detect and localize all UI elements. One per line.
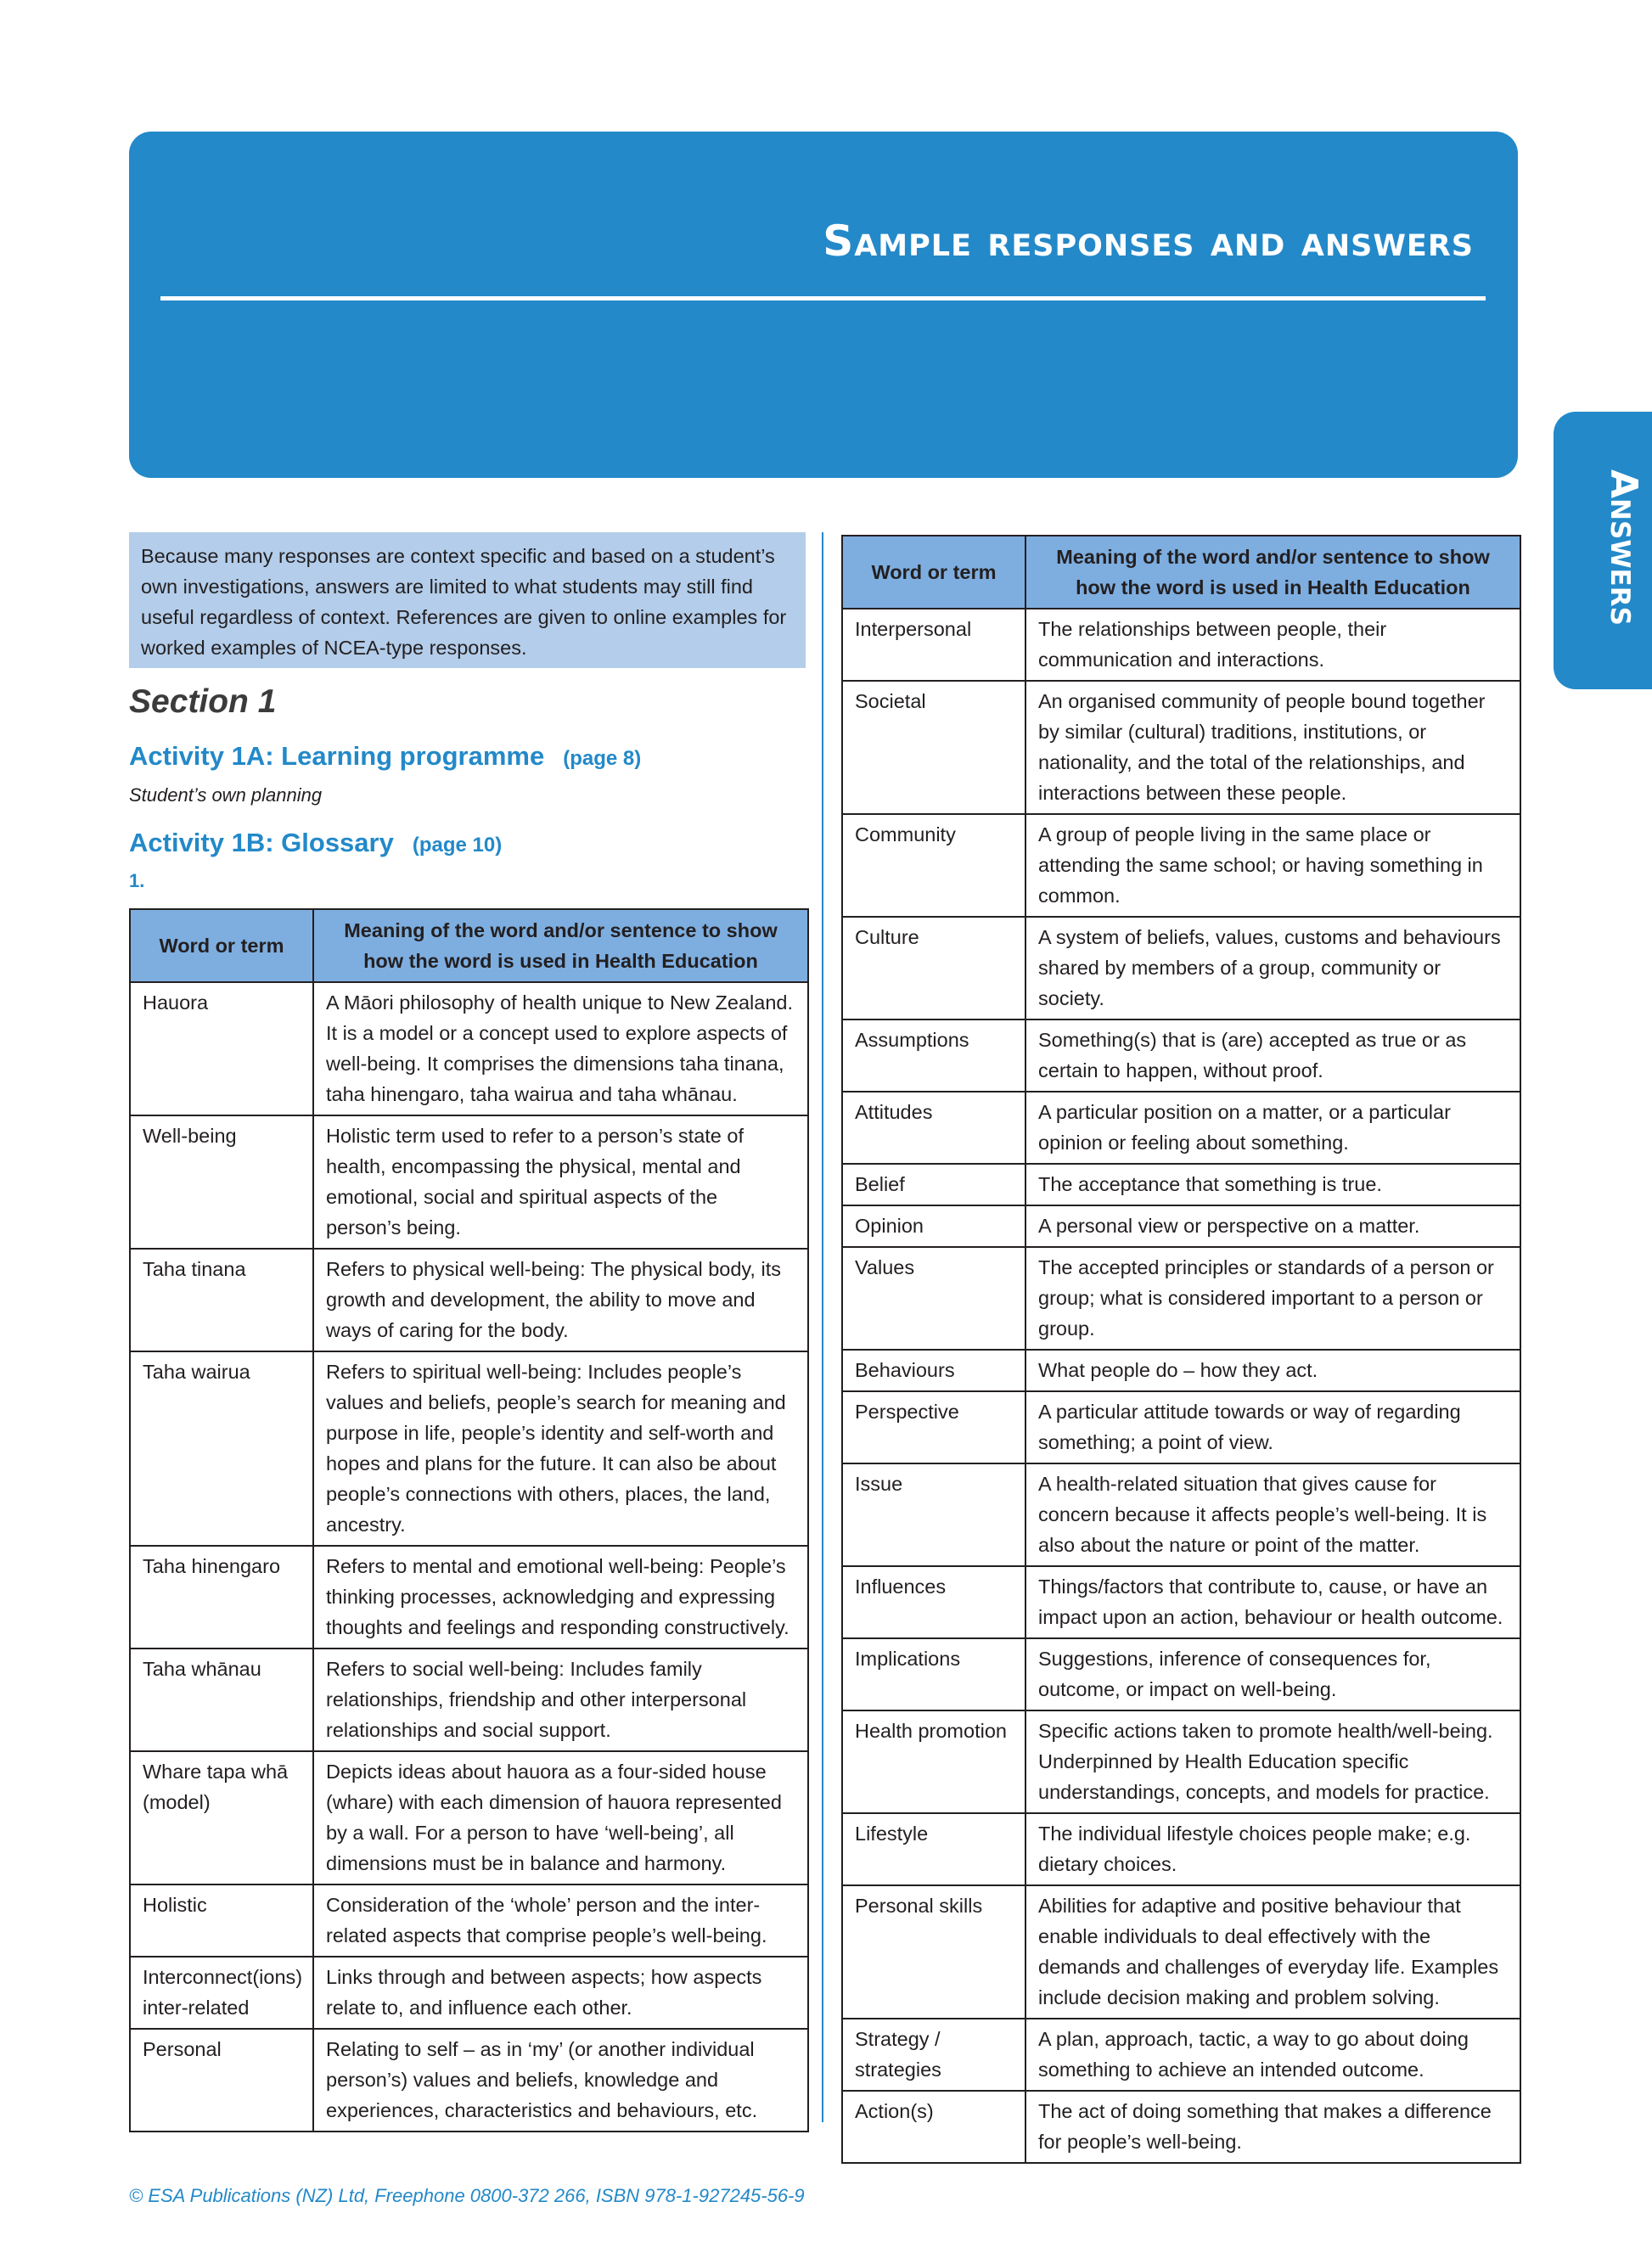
- meaning-cell: The relationships between people, their communication and interactions.: [1025, 609, 1520, 681]
- term-cell: Opinion: [842, 1205, 1025, 1247]
- title-banner: [129, 132, 1518, 478]
- meaning-cell: The acceptance that something is true.: [1025, 1164, 1520, 1205]
- title-rule: [160, 296, 1486, 301]
- column-divider: [822, 532, 823, 2122]
- table-row: [130, 1751, 808, 1884]
- meaning-cell: Abilities for adaptive and positive behaviour that enable individuals to deal effectively with the demands and challenges of everyday life. Examples include decision making and problem solving.: [1025, 1885, 1520, 2019]
- meaning-cell: The act of doing something that makes a difference for people’s well-being.: [1025, 2091, 1520, 2163]
- term-cell: Community: [842, 814, 1025, 917]
- term-cell: Implications: [842, 1638, 1025, 1710]
- activity-1b-heading: [129, 828, 502, 858]
- meaning-cell: A particular attitude towards or way of regarding something; a point of view.: [1025, 1391, 1520, 1463]
- term-cell: Perspective: [842, 1391, 1025, 1463]
- meaning-cell: Refers to spiritual well-being: Includes people’s values and beliefs, people’s search for meaning and purpose in life, people’s identity and self-worth and hopes and plans for the future. It can also be about people’s connections with others, places, the land, ancestry.: [313, 1351, 808, 1546]
- meaning-cell: Holistic term used to refer to a person’s state of health, encompassing the physical, mental and emotional, social and spiritual aspects of the person’s being.: [313, 1115, 808, 1249]
- activity-1b-page-ref: (page 10): [412, 834, 503, 857]
- table-row: [842, 1638, 1520, 1710]
- header-term: Word or term: [130, 909, 313, 982]
- meaning-cell: Relating to self – as in ‘my’ (or another individual person’s) values and beliefs, knowledge and experiences, characteristics and behaviours, etc.: [313, 2029, 808, 2132]
- meaning-cell: The accepted principles or standards of a person or group; what is considered important to a person or group.: [1025, 1247, 1520, 1350]
- activity-1b-title: Activity 1B: Glossary: [129, 828, 394, 857]
- table-row: [842, 1566, 1520, 1638]
- header-term: Word or term: [842, 536, 1025, 609]
- table-row: [130, 1649, 808, 1751]
- glossary-table-left: [129, 908, 809, 2132]
- table-row: [842, 1391, 1520, 1463]
- term-cell: Whare tapa whā (model): [130, 1751, 313, 1884]
- side-tab-label: Answers: [1602, 469, 1645, 626]
- term-cell: Personal skills: [842, 1885, 1025, 2019]
- table-row: [842, 1885, 1520, 2019]
- table-row: [130, 982, 808, 1115]
- term-cell: Interpersonal: [842, 609, 1025, 681]
- meaning-cell: Refers to physical well-being: The physical body, its growth and development, the ability to move and ways of caring for the body.: [313, 1249, 808, 1351]
- activity-1a-note: Student’s own planning: [129, 784, 323, 806]
- intro-note: Because many responses are context specific and based on a student’s own investigations, answers are limited to what students may still find useful regardless of context. References are given to online examples for worked examples of NCEA-type responses.: [129, 532, 806, 668]
- header-meaning: Meaning of the word and/or sentence to show how the word is used in Health Education: [313, 909, 808, 982]
- term-cell: Societal: [842, 681, 1025, 814]
- table-row: [842, 1813, 1520, 1885]
- term-cell: Values: [842, 1247, 1025, 1350]
- table-row: [130, 1884, 808, 1957]
- table-row: [842, 1710, 1520, 1813]
- table-row: [130, 2029, 808, 2132]
- meaning-cell: A plan, approach, tactic, a way to go about doing something to achieve an intended outcome.: [1025, 2019, 1520, 2091]
- term-cell: Attitudes: [842, 1092, 1025, 1164]
- table-row: [842, 1247, 1520, 1350]
- term-cell: Issue: [842, 1463, 1025, 1566]
- meaning-cell: Refers to social well-being: Includes family relationships, friendship and other interpersonal relationships and social support.: [313, 1649, 808, 1751]
- meaning-cell: A personal view or perspective on a matter.: [1025, 1205, 1520, 1247]
- table-row: [842, 1350, 1520, 1391]
- table-row: [130, 1546, 808, 1649]
- meaning-cell: Links through and between aspects; how aspects relate to, and influence each other.: [313, 1957, 808, 2029]
- term-cell: Behaviours: [842, 1350, 1025, 1391]
- meaning-cell: Things/factors that contribute to, cause, or have an impact upon an action, behaviour or health outcome.: [1025, 1566, 1520, 1638]
- table-row: [842, 1092, 1520, 1164]
- term-cell: Health promotion: [842, 1710, 1025, 1813]
- term-cell: Lifestyle: [842, 1813, 1025, 1885]
- term-cell: Well-being: [130, 1115, 313, 1249]
- table-row: [842, 1164, 1520, 1205]
- table-row: [842, 917, 1520, 1019]
- meaning-cell: A Māori philosophy of health unique to New Zealand. It is a model or a concept used to explore aspects of well-being. It comprises the dimensions taha tinana, taha hinengaro, taha wairua and taha whānau.: [313, 982, 808, 1115]
- meaning-cell: Something(s) that is (are) accepted as true or as certain to happen, without proof.: [1025, 1019, 1520, 1092]
- meaning-cell: A system of beliefs, values, customs and behaviours shared by members of a group, community or society.: [1025, 917, 1520, 1019]
- term-cell: Interconnect(ions) inter-related: [130, 1957, 313, 2029]
- table-row: [130, 1351, 808, 1546]
- term-cell: Influences: [842, 1566, 1025, 1638]
- activity-1a-title: Activity 1A: Learning programme: [129, 741, 545, 771]
- activity-1a-page-ref: (page 8): [563, 747, 642, 770]
- table-row: [842, 681, 1520, 814]
- table-header-row: [842, 536, 1520, 609]
- section-heading: Section 1: [129, 683, 277, 720]
- page-title: Sample responses and answers: [823, 216, 1474, 266]
- term-cell: Taha hinengaro: [130, 1546, 313, 1649]
- meaning-cell: Suggestions, inference of consequences for, outcome, or impact on well-being.: [1025, 1638, 1520, 1710]
- meaning-cell: Specific actions taken to promote health/well-being. Underpinned by Health Education specific understandings, concepts, and models for practice.: [1025, 1710, 1520, 1813]
- answers-side-tab: [1554, 412, 1652, 689]
- table-row: [842, 1019, 1520, 1092]
- meaning-cell: A group of people living in the same place or attending the same school; or having something in common.: [1025, 814, 1520, 917]
- term-cell: Culture: [842, 917, 1025, 1019]
- table-row: [130, 1115, 808, 1249]
- term-cell: Hauora: [130, 982, 313, 1115]
- table-row: [842, 609, 1520, 681]
- meaning-cell: A health-related situation that gives cause for concern because it affects people’s well-being. It is also about the nature or point of the matter.: [1025, 1463, 1520, 1566]
- table-row: [842, 2019, 1520, 2091]
- term-cell: Belief: [842, 1164, 1025, 1205]
- term-cell: Action(s): [842, 2091, 1025, 2163]
- term-cell: Holistic: [130, 1884, 313, 1957]
- term-cell: Strategy / strategies: [842, 2019, 1025, 2091]
- table-row: [842, 814, 1520, 917]
- question-number: 1.: [129, 870, 145, 891]
- term-cell: Taha wairua: [130, 1351, 313, 1546]
- table-row: [842, 2091, 1520, 2163]
- table-header-row: [130, 909, 808, 982]
- meaning-cell: Consideration of the ‘whole’ person and the inter-related aspects that comprise people’s well-being.: [313, 1884, 808, 1957]
- meaning-cell: A particular position on a matter, or a particular opinion or feeling about something.: [1025, 1092, 1520, 1164]
- term-cell: Taha tinana: [130, 1249, 313, 1351]
- meaning-cell: Refers to mental and emotional well-being: People’s thinking processes, acknowledging and expressing thoughts and feelings and responding constructively.: [313, 1546, 808, 1649]
- meaning-cell: What people do – how they act.: [1025, 1350, 1520, 1391]
- header-meaning: Meaning of the word and/or sentence to show how the word is used in Health Education: [1025, 536, 1520, 609]
- footer-copyright: © ESA Publications (NZ) Ltd, Freephone 0800-372 266, ISBN 978-1-927245-56-9: [129, 2185, 805, 2206]
- term-cell: Taha whānau: [130, 1649, 313, 1751]
- term-cell: Personal: [130, 2029, 313, 2132]
- table-row: [130, 1957, 808, 2029]
- table-row: [130, 1249, 808, 1351]
- glossary-table-right: [841, 535, 1521, 2164]
- table-row: [842, 1463, 1520, 1566]
- meaning-cell: An organised community of people bound together by similar (cultural) traditions, institutions, or nationality, and the total of the relationships, and interactions between these people.: [1025, 681, 1520, 814]
- table-row: [842, 1205, 1520, 1247]
- meaning-cell: Depicts ideas about hauora as a four-sided house (whare) with each dimension of hauora represented by a wall. For a person to have ‘well-being’, all dimensions must be in balance and harmony.: [313, 1751, 808, 1884]
- term-cell: Assumptions: [842, 1019, 1025, 1092]
- activity-1a-heading: [129, 741, 641, 772]
- meaning-cell: The individual lifestyle choices people make; e.g. dietary choices.: [1025, 1813, 1520, 1885]
